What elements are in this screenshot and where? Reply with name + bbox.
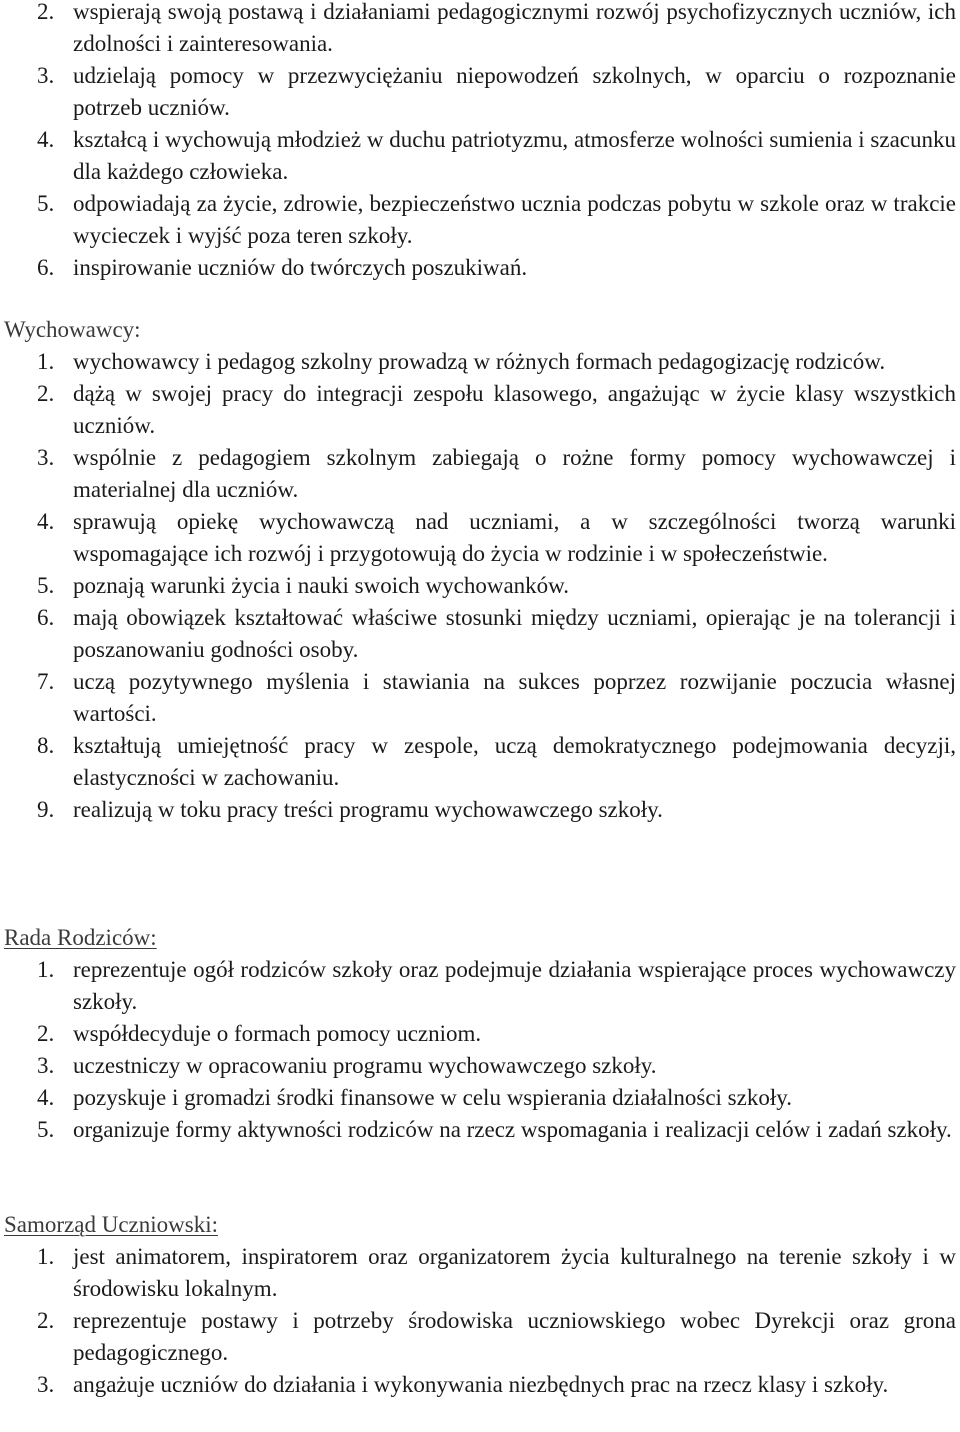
item-text: sprawują opiekę wychowawczą nad uczniami, a w szczególności tworzą warunki wspomagające ich rozwój i przygotowują do życia w rodzinie i w społeczeństwie. [73, 509, 956, 566]
list-item [0, 794, 960, 826]
item-number: 1. [37, 349, 55, 374]
top-list [0, 0, 960, 284]
list-item [0, 1018, 960, 1050]
list-item [0, 570, 960, 602]
list-item [0, 1369, 960, 1401]
list-item [0, 666, 960, 730]
item-text: wspierają swoją postawą i działaniami pedagogicznymi rozwój psychofizycznych uczniów, ich zdolności i zainteresowania. [73, 0, 956, 56]
rada-rodzicow-list [0, 954, 960, 1146]
item-number: 9. [37, 797, 55, 822]
item-number: 2. [37, 1308, 55, 1333]
list-item [0, 1305, 960, 1369]
item-number: 5. [37, 191, 55, 216]
item-number: 4. [37, 127, 55, 152]
item-text: inspirowanie uczniów do twórczych poszukiwań. [73, 255, 528, 280]
item-text: angażuje uczniów do działania i wykonywania niezbędnych prac na rzecz klasy i szkoły. [73, 1372, 889, 1397]
item-text: organizuje formy aktywności rodziców na rzecz wspomagania i realizacji celów i zadań szkoły. [73, 1117, 952, 1142]
item-number: 3. [37, 445, 55, 470]
item-text: odpowiadają za życie, zdrowie, bezpieczeństwo ucznia podczas pobytu w szkole oraz w trakcie wycieczek i wyjść poza teren szkoły. [73, 191, 956, 248]
item-text: uczą pozytywnego myślenia i stawiania na sukces poprzez rozwijanie poczucia własnej wartości. [73, 669, 956, 726]
item-text: kształcą i wychowują młodzież w duchu patriotyzmu, atmosferze wolności sumienia i szacunku dla każdego człowieka. [73, 127, 956, 184]
list-item [0, 602, 960, 666]
item-text: jest animatorem, inspiratorem oraz organizatorem życia kulturalnego na terenie szkoły i w środowisku lokalnym. [73, 1244, 956, 1301]
item-text: udzielają pomocy w przezwyciężaniu niepowodzeń szkolnych, w oparciu o rozpoznanie potrzeb uczniów. [73, 63, 956, 120]
item-number: 4. [37, 1085, 55, 1110]
item-text: wspólnie z pedagogiem szkolnym zabiegają o rożne formy pomocy wychowawczej i materialnej dla uczniów. [73, 445, 956, 502]
list-item [0, 1241, 960, 1305]
top-list-section [0, 0, 960, 284]
samorzad-list [0, 1241, 960, 1401]
list-item [0, 1114, 960, 1146]
item-text: wychowawcy i pedagog szkolny prowadzą w różnych formach pedagogizację rodziców. [73, 349, 886, 374]
list-item [0, 124, 960, 188]
item-number: 3. [37, 1372, 55, 1397]
item-text: reprezentuje ogół rodziców szkoły oraz podejmuje działania wspierające proces wychowawczy szkoły. [73, 957, 956, 1014]
item-number: 4. [37, 509, 55, 534]
item-number: 3. [37, 63, 55, 88]
item-number: 6. [37, 605, 55, 630]
list-item [0, 1050, 960, 1082]
item-number: 2. [37, 381, 55, 406]
item-text: mają obowiązek kształtować właściwe stosunki między uczniami, opierając je na tolerancji i poszanowaniu godności osoby. [73, 605, 956, 662]
samorzad-section [0, 1209, 960, 1401]
list-item [0, 0, 960, 60]
item-number: 6. [37, 255, 55, 280]
list-item [0, 506, 960, 570]
item-number: 7. [37, 669, 55, 694]
item-text: reprezentuje postawy i potrzeby środowiska uczniowskiego wobec Dyrekcji oraz grona pedagogicznego. [73, 1308, 956, 1365]
list-item [0, 60, 960, 124]
section-heading-samorzad: Samorząd Uczniowski: [4, 1212, 218, 1237]
item-number: 3. [37, 1053, 55, 1078]
wychowawcy-section [0, 314, 960, 826]
item-number: 5. [37, 1117, 55, 1142]
list-item [0, 1082, 960, 1114]
list-item [0, 442, 960, 506]
item-number: 1. [37, 1244, 55, 1269]
item-number: 2. [37, 1021, 55, 1046]
wychowawcy-list [0, 346, 960, 826]
list-item [0, 346, 960, 378]
section-heading-wychowawcy: Wychowawcy: [4, 317, 141, 342]
list-item [0, 188, 960, 252]
list-item [0, 378, 960, 442]
list-item [0, 730, 960, 794]
item-text: pozyskuje i gromadzi środki finansowe w celu wspierania działalności szkoły. [73, 1085, 792, 1110]
item-text: dążą w swojej pracy do integracji zespołu klasowego, angażując w życie klasy wszystkich uczniów. [73, 381, 956, 438]
item-number: 8. [37, 733, 55, 758]
item-number: 1. [37, 957, 55, 982]
section-heading-rada-rodzicow: Rada Rodziców: [4, 925, 157, 950]
item-text: kształtują umiejętność pracy w zespole, uczą demokratycznego podejmowania decyzji, elastyczności w zachowaniu. [73, 733, 956, 790]
item-number: 5. [37, 573, 55, 598]
rada-rodzicow-section [0, 922, 960, 1146]
item-text: uczestniczy w opracowaniu programu wychowawczego szkoły. [73, 1053, 657, 1078]
item-text: współdecyduje o formach pomocy uczniom. [73, 1021, 482, 1046]
item-text: poznają warunki życia i nauki swoich wychowanków. [73, 573, 570, 598]
item-number: 2. [37, 0, 55, 24]
list-item [0, 954, 960, 1018]
item-text: realizują w toku pracy treści programu wychowawczego szkoły. [73, 797, 663, 822]
list-item [0, 252, 960, 284]
